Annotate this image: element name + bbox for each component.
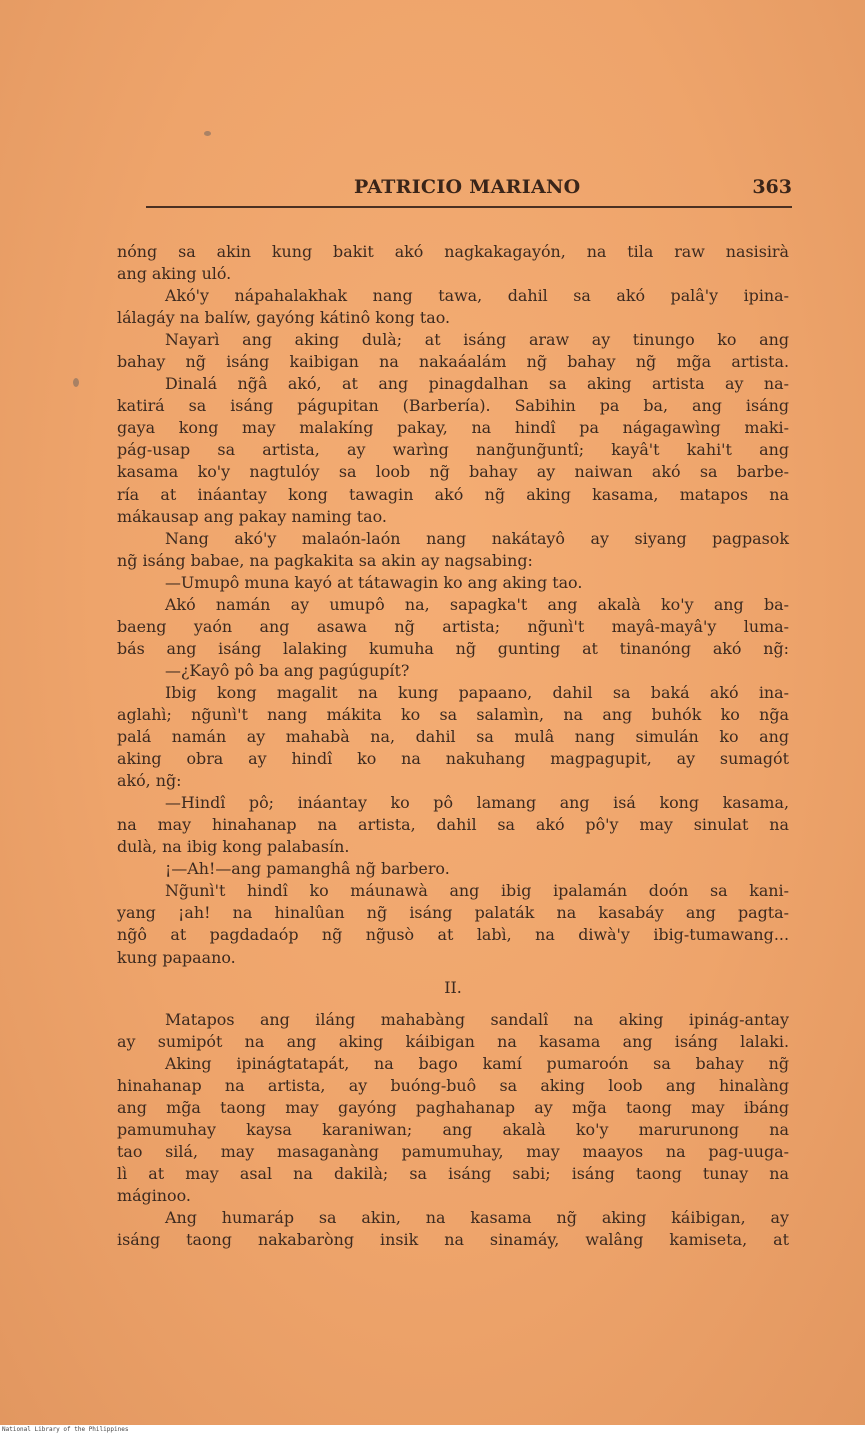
ink-speck (204, 131, 211, 136)
text-line: palá namán ay mahabà na, dahil sa mulâ nang simulán ko ang (117, 727, 789, 747)
text-line: isáng taong nakabaròng insik na sinamáy, walâng kamiseta, at (117, 1230, 789, 1250)
text-line: aglahì; ng̃unì't nang mákita ko sa salamìn, na ang buhók ko ng̃a (117, 704, 789, 724)
text-line: Dinalá ng̃â akó, at ang pinagdalhan sa aking artista ay na- (165, 374, 789, 394)
text-line: Matapos ang iláng mahabàng sandalî na aking ipinág-antay (165, 1009, 789, 1029)
text-line: Ang humaráp sa akin, na kasama ng̃ aking káibigan, ay (165, 1208, 789, 1228)
page-number: 363 (752, 176, 792, 198)
text-line: ng̃ô at pagdadaóp ng̃ ng̃usò at labì, na diwà'y ibig-tumawang... (117, 925, 789, 945)
text-line: pamumuhay kaysa karaniwan; ang akalà ko'y marurunong na (117, 1119, 789, 1139)
text-line: Akó namán ay umupô na, sapagka't ang akalà ko'y ang ba- (165, 594, 789, 614)
running-header (146, 176, 792, 208)
text-line: yang ¡ah! na hinalûan ng̃ isáng palaták na kasabáy ang pagta- (117, 903, 789, 923)
text-line: akó, ng̃: (117, 771, 182, 791)
text-line: Akó'y nápahalakhak nang tawa, dahil sa akó palâ'y ipina- (165, 286, 789, 306)
text-line: bahay ng̃ isáng kaibigan na nakaáalám ng̃ bahay ng̃ mg̃a artista. (117, 352, 789, 372)
text-line: mákausap ang pakay naming tao. (117, 506, 387, 526)
library-credit: National Library of the Philippines (2, 1426, 129, 1433)
text-line: ría at ináantay kong tawagin akó ng̃ aking kasama, matapos na (117, 484, 789, 504)
text-line: kasama ko'y nagtulóy sa loob ng̃ bahay ay naiwan akó sa barbe- (117, 462, 789, 482)
text-line: ng̃ isáng babae, na pagkakita sa akin ay nagsabing: (117, 550, 533, 570)
text-line: kung papaano. (117, 947, 236, 967)
text-line: tao silá, may masaganàng pamumuhay, may maayos na pag-uuga- (117, 1141, 789, 1161)
text-line: aking obra ay hindî ko na nakuhang magpagupit, ay sumagót (117, 749, 789, 769)
text-line: ¡—Ah!—ang pamanghâ ng̃ barbero. (165, 859, 450, 879)
text-line: dulà, na ibig kong palabasín. (117, 837, 350, 857)
text-line: Nang akó'y malaón-laón nang nakátayô ay siyang pagpasok (165, 528, 789, 548)
text-line: lálagáy na balíw, gayóng kátinô kong tao. (117, 308, 451, 328)
text-line: na may hinahanap na artista, dahil sa akó pô'y may sinulat na (117, 815, 789, 835)
text-line: hinahanap na artista, ay buóng-buô sa aking loob ang hinalàng (117, 1075, 789, 1095)
text-line: ay sumipót na ang aking káibigan na kasama ang isáng lalaki. (117, 1031, 789, 1051)
text-line: —¿Kayô pô ba ang pagúgupít? (165, 660, 410, 680)
text-line: —Hindî pô; ináantay ko pô lamang ang isá kong kasama, (165, 793, 789, 813)
ink-speck (73, 378, 79, 387)
text-line: gaya kong may malakíng pakay, na hindî pa nágagawìng maki- (117, 418, 789, 438)
text-line: Aking ipinágtatapát, na bago kamí pumaroón sa bahay ng̃ (165, 1053, 789, 1073)
text-line: Ibig kong magalit na kung papaano, dahil sa baká akó ina- (165, 682, 789, 702)
text-line: ang aking uló. (117, 264, 232, 284)
header-author: PATRICIO MARIANO (354, 176, 581, 198)
text-line: ang mg̃a taong may gayóng paghahanap ay mg̃a taong may ibáng (117, 1097, 789, 1117)
text-line: katirá sa isáng págupitan (Barbería). Sabihin pa ba, ang isáng (117, 396, 789, 416)
text-body (117, 241, 789, 1251)
section-heading: II. (444, 977, 462, 997)
text-line: Ng̃unì't hindî ko máunawà ang ibig ipalamán doón sa kani- (165, 881, 789, 901)
text-line: máginoo. (117, 1185, 191, 1205)
text-line: lì at may asal na dakilà; sa isáng sabi; isáng taong tunay na (117, 1163, 789, 1183)
text-line: baeng yaón ang asawa ng̃ artista; ng̃unì't mayâ-mayâ'y luma- (117, 616, 789, 636)
text-line: bás ang isáng lalaking kumuha ng̃ gunting at tinanóng akó ng̃: (117, 638, 789, 658)
text-line: Nayarì ang aking dulà; at isáng araw ay tinungo ko ang (165, 330, 789, 350)
text-line: —Umupô muna kayó at tátawagin ko ang aking tao. (165, 572, 583, 592)
text-line: nóng sa akin kung bakit akó nagkakagayón, na tila raw nasisirà (117, 242, 789, 261)
text-line: pág-usap sa artista, ay warìng nang̃ung̃untî; kayâ't kahi't ang (117, 440, 789, 460)
